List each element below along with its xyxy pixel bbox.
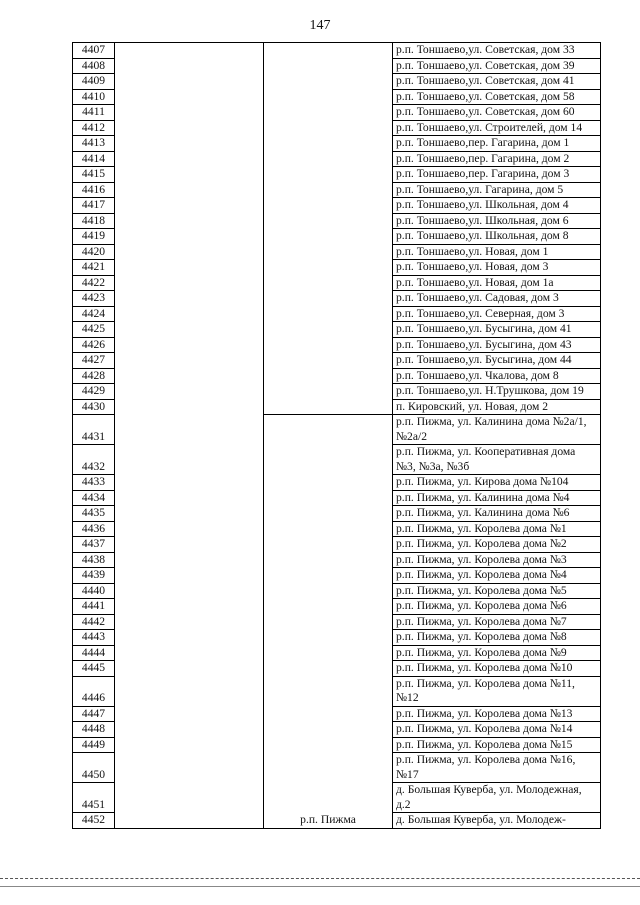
- address-cell: р.п. Тоншаево,ул. Бусыгина, дом 44: [393, 353, 601, 369]
- address-cell: р.п. Пижма, ул. Калинина дома №2а/1, №2а/2: [393, 415, 601, 445]
- row-number: 4435: [73, 506, 115, 522]
- address-cell: р.п. Тоншаево,ул. Садовая, дом 3: [393, 291, 601, 307]
- address-cell: р.п. Пижма, ул. Королева дома №2: [393, 537, 601, 553]
- address-cell: р.п. Пижма, ул. Королева дома №4: [393, 568, 601, 584]
- row-number: 4413: [73, 136, 115, 152]
- table-row: [73, 43, 601, 59]
- district-cell: [115, 43, 264, 829]
- address-cell: р.п. Пижма, ул. Королева дома №16, №17: [393, 753, 601, 783]
- row-number: 4451: [73, 783, 115, 813]
- address-cell: д. Большая Куверба, ул. Молодеж-: [393, 813, 601, 829]
- address-cell: р.п. Пижма, ул. Королева дома №5: [393, 583, 601, 599]
- address-cell: р.п. Тоншаево,пер. Гагарина, дом 3: [393, 167, 601, 183]
- address-cell: р.п. Тоншаево,ул. Новая, дом 1: [393, 244, 601, 260]
- row-number: 4439: [73, 568, 115, 584]
- address-cell: р.п. Пижма, ул. Королева дома №11, №12: [393, 676, 601, 706]
- row-number: 4450: [73, 753, 115, 783]
- address-cell: р.п. Тоншаево,ул. Школьная, дом 4: [393, 198, 601, 214]
- row-number: 4426: [73, 337, 115, 353]
- row-number: 4411: [73, 105, 115, 121]
- address-cell: р.п. Пижма, ул. Королева дома №1: [393, 521, 601, 537]
- page-bottom-divider: [0, 878, 640, 879]
- locality-cell: [264, 43, 393, 415]
- address-cell: р.п. Тоншаево,ул. Бусыгина, дом 41: [393, 322, 601, 338]
- row-number: 4436: [73, 521, 115, 537]
- address-cell: р.п. Пижма, ул. Королева дома №6: [393, 599, 601, 615]
- address-cell: р.п. Тоншаево,пер. Гагарина, дом 1: [393, 136, 601, 152]
- address-cell: п. Кировский, ул. Новая, дом 2: [393, 399, 601, 415]
- address-cell: р.п. Тоншаево,ул. Школьная, дом 6: [393, 213, 601, 229]
- row-number: 4447: [73, 706, 115, 722]
- row-number: 4449: [73, 737, 115, 753]
- address-cell: р.п. Тоншаево,ул. Бусыгина, дом 43: [393, 337, 601, 353]
- address-cell: р.п. Тоншаево,ул. Строителей, дом 14: [393, 120, 601, 136]
- row-number: 4444: [73, 645, 115, 661]
- row-number: 4408: [73, 58, 115, 74]
- address-cell: р.п. Тоншаево,ул. Советская, дом 60: [393, 105, 601, 121]
- address-cell: р.п. Пижма, ул. Королева дома №14: [393, 722, 601, 738]
- row-number: 4446: [73, 676, 115, 706]
- page-bottom-edge: [0, 886, 640, 887]
- row-number: 4443: [73, 630, 115, 646]
- row-number: 4434: [73, 490, 115, 506]
- page-number: 147: [309, 18, 331, 33]
- address-cell: р.п. Тоншаево,ул. Н.Трушкова, дом 19: [393, 384, 601, 400]
- address-cell: р.п. Пижма, ул. Королева дома №8: [393, 630, 601, 646]
- row-number: 4414: [73, 151, 115, 167]
- row-number: 4431: [73, 415, 115, 445]
- address-cell: р.п. Тоншаево,пер. Гагарина, дом 2: [393, 151, 601, 167]
- row-number: 4428: [73, 368, 115, 384]
- locality-cell-pizhma: р.п. Пижма: [264, 415, 393, 829]
- address-registry-table: [72, 42, 601, 829]
- row-number: 4422: [73, 275, 115, 291]
- address-cell: р.п. Пижма, ул. Королева дома №13: [393, 706, 601, 722]
- address-cell: р.п. Тоншаево,ул. Школьная, дом 8: [393, 229, 601, 245]
- address-cell: р.п. Тоншаево,ул. Советская, дом 41: [393, 74, 601, 90]
- row-number: 4419: [73, 229, 115, 245]
- address-cell: р.п. Тоншаево,ул. Северная, дом 3: [393, 306, 601, 322]
- row-number: 4441: [73, 599, 115, 615]
- row-number: 4437: [73, 537, 115, 553]
- row-number: 4418: [73, 213, 115, 229]
- row-number: 4410: [73, 89, 115, 105]
- row-number: 4417: [73, 198, 115, 214]
- row-number: 4412: [73, 120, 115, 136]
- address-cell: р.п. Пижма, ул. Калинина дома №6: [393, 506, 601, 522]
- row-number: 4448: [73, 722, 115, 738]
- row-number: 4423: [73, 291, 115, 307]
- row-number: 4425: [73, 322, 115, 338]
- address-cell: р.п. Пижма, ул. Кирова дома №104: [393, 475, 601, 491]
- address-cell: р.п. Пижма, ул. Королева дома №3: [393, 552, 601, 568]
- row-number: 4433: [73, 475, 115, 491]
- row-number: 4429: [73, 384, 115, 400]
- address-cell: р.п. Тоншаево,ул. Новая, дом 3: [393, 260, 601, 276]
- address-cell: р.п. Пижма, ул. Королева дома №15: [393, 737, 601, 753]
- address-cell: р.п. Тоншаево,ул. Чкалова, дом 8: [393, 368, 601, 384]
- row-number: 4409: [73, 74, 115, 90]
- row-number: 4452: [73, 813, 115, 829]
- row-number: 4407: [73, 43, 115, 59]
- row-number: 4416: [73, 182, 115, 198]
- row-number: 4427: [73, 353, 115, 369]
- row-number: 4424: [73, 306, 115, 322]
- row-number: 4420: [73, 244, 115, 260]
- address-cell: р.п. Пижма, ул. Королева дома №9: [393, 645, 601, 661]
- row-number: 4438: [73, 552, 115, 568]
- address-cell: д. Большая Куверба, ул. Молодежная, д.2: [393, 783, 601, 813]
- address-cell: р.п. Тоншаево,ул. Советская, дом 58: [393, 89, 601, 105]
- row-number: 4415: [73, 167, 115, 183]
- row-number: 4421: [73, 260, 115, 276]
- address-cell: р.п. Тоншаево,ул. Новая, дом 1а: [393, 275, 601, 291]
- row-number: 4432: [73, 445, 115, 475]
- address-cell: р.п. Пижма, ул. Калинина дома №4: [393, 490, 601, 506]
- row-number: 4445: [73, 661, 115, 677]
- address-cell: р.п. Тоншаево,ул. Советская, дом 39: [393, 58, 601, 74]
- row-number: 4442: [73, 614, 115, 630]
- address-cell: р.п. Пижма, ул. Королева дома №7: [393, 614, 601, 630]
- address-cell: р.п. Тоншаево,ул. Гагарина, дом 5: [393, 182, 601, 198]
- address-cell: р.п. Тоншаево,ул. Советская, дом 33: [393, 43, 601, 59]
- address-cell: р.п. Пижма, ул. Кооперативная дома №3, №3а, №3б: [393, 445, 601, 475]
- row-number: 4430: [73, 399, 115, 415]
- row-number: 4440: [73, 583, 115, 599]
- address-cell: р.п. Пижма, ул. Королева дома №10: [393, 661, 601, 677]
